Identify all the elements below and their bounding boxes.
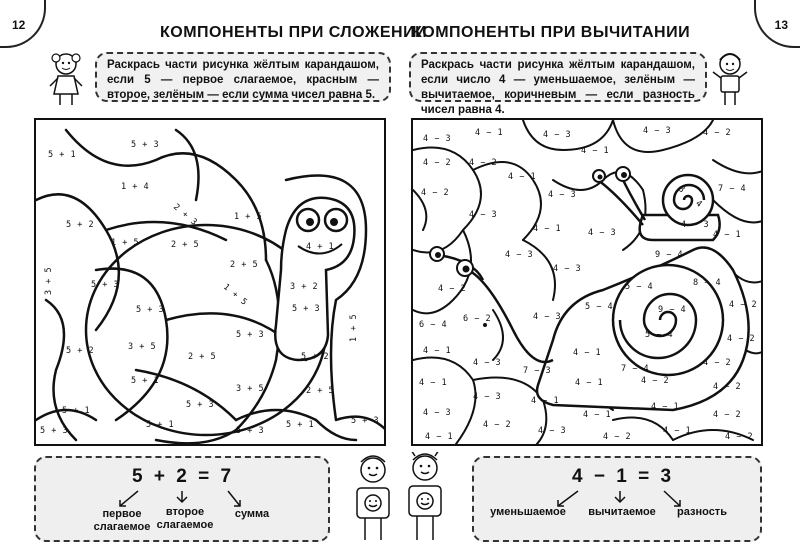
- expression: 2 + 5: [188, 352, 217, 362]
- expression: 8 − 4: [693, 278, 722, 288]
- expression: 2 + 5: [171, 240, 200, 250]
- expression: 4 − 2: [483, 420, 512, 430]
- expression: 4 − 1: [508, 172, 537, 182]
- expression: 4 − 3: [543, 130, 572, 140]
- expression: 5 + 1: [131, 376, 160, 386]
- kids-with-signs-illustration: [345, 452, 455, 544]
- expression: 4 − 3: [643, 126, 672, 136]
- expression: 4 − 1: [475, 128, 504, 138]
- expression: 4 − 1: [425, 432, 454, 442]
- addition-equation: 5 + 2 = 7: [132, 466, 235, 487]
- expression: 4 − 3: [538, 426, 567, 436]
- label-difference: разность: [677, 506, 727, 518]
- expression: 5 + 3: [292, 304, 321, 314]
- expression: 5 + 3: [91, 280, 120, 290]
- expression: 4 − 2: [421, 188, 450, 198]
- expression: 4 − 2: [641, 376, 670, 386]
- turtle-line-art: [36, 120, 386, 446]
- expression: 4 − 3: [533, 312, 562, 322]
- expression: 4 − 1: [583, 410, 612, 420]
- expression: 5 − 4: [645, 330, 674, 340]
- expression: 4 − 2: [438, 284, 467, 294]
- expression: 4 − 1: [573, 348, 602, 358]
- expression: 6 − 2: [463, 314, 492, 324]
- instruction-box-left: Раскрась части рисунка жёлтым карандашом, если 5 — первое слагаемое, красным — второе, зелёным — если сумма чисел равна 5.: [95, 52, 391, 102]
- expression: 5 + 3: [186, 400, 215, 410]
- expression: 4 − 1: [531, 396, 560, 406]
- label-subtrahend: вычитаемое: [588, 506, 656, 518]
- expression: 4 − 1: [581, 146, 610, 156]
- expression: 4 − 2: [703, 128, 732, 138]
- expression: 5 + 1: [286, 420, 315, 430]
- label-second-addend: второе слагаемое: [156, 506, 214, 531]
- label-first-addend: первое слагаемое: [93, 508, 151, 533]
- instruction-box-right: Раскрась части рисунка жёлтым карандашом, если число 4 — уменьшаемое, зелёным — вычитаемое, коричневым — если разность чисел равна 4.: [409, 52, 707, 102]
- expression: 2 + 3: [171, 202, 200, 228]
- girl-illustration: [48, 50, 84, 108]
- expression: 5 + 2: [301, 352, 330, 362]
- expression: 4 − 2: [713, 382, 742, 392]
- addition-example-box: [34, 456, 330, 542]
- coloring-picture-turtle: [34, 118, 386, 446]
- expression: 6 − 4: [419, 320, 448, 330]
- expression: 3 + 5: [44, 266, 54, 295]
- expression: 4 − 1: [423, 346, 452, 356]
- expression: 3 + 2: [290, 282, 319, 292]
- expression: 4 − 1: [575, 378, 604, 388]
- expression: 1 + 4: [121, 182, 150, 192]
- expression: 4 − 3: [553, 264, 582, 274]
- page-number-left: 12: [12, 18, 26, 32]
- expression: 4 − 3: [681, 220, 710, 230]
- expression: 5 + 1: [146, 420, 175, 430]
- expression: 4 − 3: [548, 190, 577, 200]
- expression: 5 + 3: [236, 426, 265, 436]
- expression: 5 + 3: [136, 305, 165, 315]
- expression: 1 + 5: [349, 313, 359, 342]
- expression: 4 − 2: [469, 158, 498, 168]
- expression: 5 + 1: [62, 406, 91, 416]
- expression: 5 + 2: [66, 220, 95, 230]
- page-title-left: КОМПОНЕНТЫ ПРИ СЛОЖЕНИИ: [160, 24, 428, 41]
- expression: 2 + 5: [230, 260, 259, 270]
- expression: 5 + 3: [351, 416, 380, 426]
- expression: 4 − 2: [703, 358, 732, 368]
- expression: 5 − 4: [625, 282, 654, 292]
- boy-illustration: [712, 50, 748, 108]
- expression: 5 − 4: [585, 302, 614, 312]
- expression: 9 − 4: [658, 305, 687, 315]
- expression: 4 − 1: [419, 378, 448, 388]
- subtraction-equation: 4 − 1 = 3: [572, 466, 675, 487]
- expression: 5 + 3: [236, 330, 265, 340]
- expression: 4 + 1: [306, 242, 335, 252]
- expression: 1 + 5: [111, 238, 140, 248]
- expression: 5 + 2: [66, 346, 95, 356]
- expression: 4 − 2: [603, 432, 632, 442]
- expression: 3 + 5: [236, 384, 265, 394]
- expression: 4 − 2: [725, 432, 754, 442]
- expression: 4 − 3: [588, 228, 617, 238]
- expression: 8 − 4: [676, 184, 705, 210]
- expression: 4 − 1: [651, 402, 680, 412]
- expression: 4 − 1: [533, 224, 562, 234]
- expression: 4 − 1: [713, 230, 742, 240]
- label-sum: сумма: [234, 508, 270, 520]
- expression: 4 − 2: [423, 158, 452, 168]
- coloring-picture-snails: [411, 118, 763, 446]
- expression: 5 + 1: [48, 150, 77, 160]
- expression: 7 − 4: [718, 184, 747, 194]
- subtraction-example-box: [472, 456, 762, 542]
- expression: 1 + 5: [234, 212, 263, 222]
- expression: 4 − 3: [473, 392, 502, 402]
- page-title-right: КОМПОНЕНТЫ ПРИ ВЫЧИТАНИИ: [412, 24, 691, 41]
- expression: 2 + 5: [306, 386, 335, 396]
- label-minuend: уменьшаемое: [490, 506, 566, 518]
- expression: 4 − 3: [505, 250, 534, 260]
- expression: 1 + 5: [221, 282, 250, 308]
- expression: 4 − 2: [713, 410, 742, 420]
- expression: 4 − 3: [423, 408, 452, 418]
- expression: 5 + 3: [131, 140, 160, 150]
- expression: 4 − 3: [469, 210, 498, 220]
- expression: 4 − 1: [663, 426, 692, 436]
- expression: 4 − 2: [727, 334, 756, 344]
- expression: 9 − 4: [655, 250, 684, 260]
- expression: 4 − 3: [423, 134, 452, 144]
- expression: 7 − 4: [621, 364, 650, 374]
- page-number-right: 13: [774, 18, 788, 32]
- expression: 3 + 5: [128, 342, 157, 352]
- expression: 4 − 3: [473, 358, 502, 368]
- subtraction-arrows: [474, 458, 764, 544]
- expression: 4 − 2: [729, 300, 758, 310]
- expression: 7 − 3: [523, 366, 552, 376]
- expression: 5 + 3: [40, 426, 69, 436]
